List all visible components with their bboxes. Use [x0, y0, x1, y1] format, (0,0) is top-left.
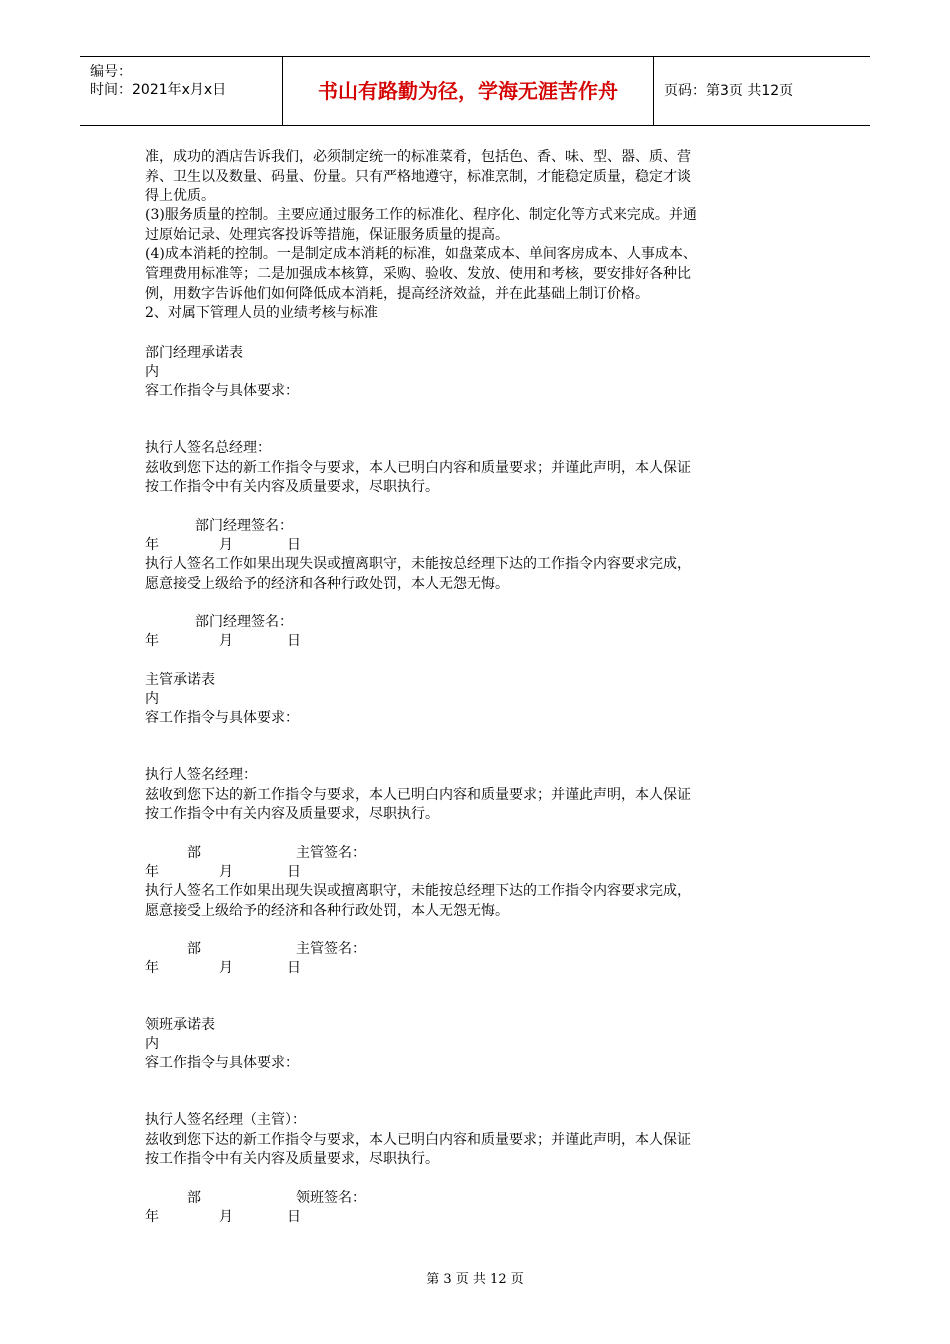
date-month: 月	[219, 960, 233, 976]
pledge-line: 按工作指令中有关内容及质量要求，尽职执行。	[145, 1151, 439, 1167]
number-label: 编号：	[90, 64, 132, 80]
pledge-line: 按工作指令中有关内容及质量要求，尽职执行。	[145, 479, 439, 495]
time-label: 时间：2021年x月x日	[90, 82, 227, 98]
date-year: 年	[145, 864, 159, 880]
supervisor-signature: 主管签名：	[296, 941, 366, 957]
date-month: 月	[219, 537, 233, 553]
form-title: 领班承诺表	[145, 1017, 215, 1033]
form-title: 主管承诺表	[145, 672, 215, 688]
pledge-line: 兹收到您下达的新工作指令与要求，本人已明白内容和质量要求；并谨此声明，本人保证	[145, 460, 691, 476]
body-line: 过原始记录、处理宾客投诉等措施，保证服务质量的提高。	[145, 227, 509, 243]
body-line: (4)成本消耗的控制。一是制定成本消耗的标准，如盘菜成本、单间客房成本、人事成本、	[145, 246, 697, 262]
body-line: 准，成功的酒店告诉我们，必须制定统一的标准菜肴，包括色、香、味、型、器、质、营	[145, 149, 691, 165]
executor-signature: 执行人签名经理：	[145, 767, 257, 783]
date-day: 日	[287, 960, 301, 976]
department-label: 部	[187, 845, 201, 861]
date-year: 年	[145, 633, 159, 649]
pledge-line: 兹收到您下达的新工作指令与要求，本人已明白内容和质量要求；并谨此声明，本人保证	[145, 1132, 691, 1148]
form-title: 部门经理承诺表	[145, 345, 243, 361]
pledge-line: 兹收到您下达的新工作指令与要求，本人已明白内容和质量要求；并谨此声明，本人保证	[145, 787, 691, 803]
header-meta-cell	[80, 57, 283, 125]
liability-line: 愿意接受上级给予的经济和各种行政处罚，本人无怨无悔。	[145, 576, 509, 592]
liability-line: 执行人签名工作如果出现失误或擅离职守，未能按总经理下达的工作指令内容要求完成，	[145, 883, 691, 899]
executor-signature: 执行人签名总经理：	[145, 440, 271, 456]
content-label: 容工作指令与具体要求：	[145, 710, 299, 726]
content-label: 容工作指令与具体要求：	[145, 1055, 299, 1071]
page-footer: 第 3 页 共 12 页	[426, 1272, 524, 1287]
date-year: 年	[145, 960, 159, 976]
date-day: 日	[287, 633, 301, 649]
department-label: 部	[187, 941, 201, 957]
page-label: 页码：第3页 共12页	[664, 83, 794, 99]
manager-signature: 部门经理签名：	[195, 518, 293, 534]
date-year: 年	[145, 537, 159, 553]
executor-signature: 执行人签名经理（主管）：	[145, 1112, 306, 1128]
pledge-line: 按工作指令中有关内容及质量要求，尽职执行。	[145, 806, 439, 822]
body-line: 管理费用标准等；二是加强成本核算，采购、验收、发放、使用和考核，要安排好各种比	[145, 266, 691, 282]
section-heading: 2、对属下管理人员的业绩考核与标准	[145, 305, 378, 321]
date-day: 日	[287, 537, 301, 553]
motto: 书山有路勤为径，学海无涯苦作舟	[283, 57, 654, 125]
date-day: 日	[287, 864, 301, 880]
manager-signature: 部门经理签名：	[195, 614, 293, 630]
content-label: 内	[145, 691, 159, 707]
header-table	[80, 56, 870, 126]
date-year: 年	[145, 1209, 159, 1225]
body-line: (3)服务质量的控制。主要应通过服务工作的标准化、程序化、制定化等方式来完成。并通	[145, 207, 697, 223]
department-label: 部	[187, 1190, 201, 1206]
date-day: 日	[287, 1209, 301, 1225]
content-label: 内	[145, 364, 159, 380]
liability-line: 执行人签名工作如果出现失误或擅离职守，未能按总经理下达的工作指令内容要求完成，	[145, 556, 691, 572]
content-label: 内	[145, 1036, 159, 1052]
date-month: 月	[219, 864, 233, 880]
supervisor-signature: 主管签名：	[296, 845, 366, 861]
liability-line: 愿意接受上级给予的经济和各种行政处罚，本人无怨无悔。	[145, 903, 509, 919]
date-month: 月	[219, 633, 233, 649]
body-line: 例，用数字告诉他们如何降低成本消耗，提高经济效益，并在此基础上制订价格。	[145, 286, 649, 302]
team-leader-signature: 领班签名：	[296, 1190, 366, 1206]
date-month: 月	[219, 1209, 233, 1225]
body-line: 得上优质。	[145, 188, 215, 204]
content-label: 容工作指令与具体要求：	[145, 383, 299, 399]
body-line: 养、卫生以及数量、码量、份量。只有严格地遵守，标准烹制，才能稳定质量，稳定才谈	[145, 169, 691, 185]
